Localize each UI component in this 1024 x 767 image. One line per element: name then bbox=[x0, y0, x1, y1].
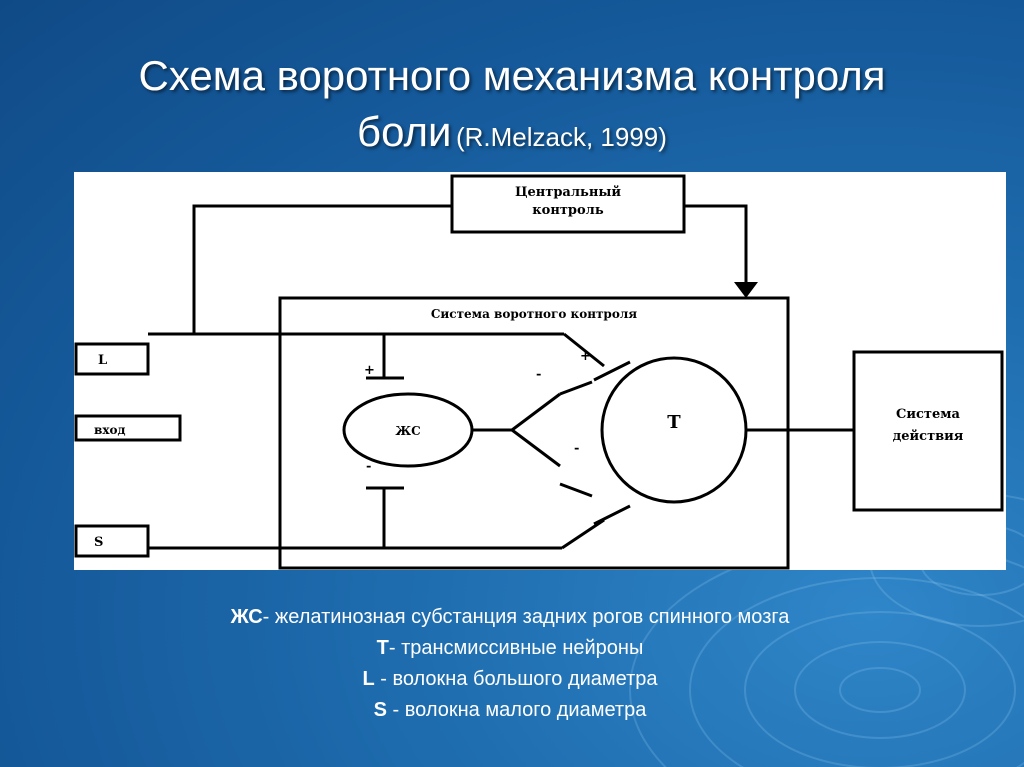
legend-abbr: ЖС bbox=[230, 606, 263, 628]
action-system-label-1: Система bbox=[896, 407, 960, 422]
input-box-vkhod bbox=[76, 416, 180, 440]
legend-text: - волокна большого диаметра bbox=[374, 668, 658, 690]
title-citation: (R.Melzack, 1999) bbox=[455, 122, 667, 152]
legend bbox=[110, 602, 910, 726]
input-l-label: L bbox=[98, 353, 108, 368]
legend-item-sg bbox=[110, 602, 910, 633]
gate-system-label: Система воротного контроля bbox=[430, 307, 638, 321]
sign-minus-bottom: - bbox=[574, 441, 580, 456]
sg-branch-bottom bbox=[512, 430, 560, 466]
legend-item-l bbox=[110, 664, 910, 695]
sign-minus-top: - bbox=[536, 367, 542, 382]
sign-plus-l: + bbox=[580, 349, 591, 364]
legend-abbr: Т bbox=[376, 637, 389, 659]
sg-label: ЖС bbox=[395, 424, 421, 438]
legend-item-t bbox=[110, 633, 910, 664]
diagram-svg bbox=[74, 172, 1006, 570]
sign-minus-sg: - bbox=[366, 459, 372, 474]
descending-control-line bbox=[684, 206, 746, 284]
t-label: Т bbox=[667, 412, 681, 433]
input-s-label: S bbox=[94, 535, 104, 550]
synapse-inhibit-bottom bbox=[560, 484, 592, 496]
title-line-2 bbox=[60, 104, 964, 170]
arrow-head-icon bbox=[734, 282, 758, 298]
sign-plus-sg: + bbox=[364, 363, 375, 378]
s-fiber-branch bbox=[562, 520, 604, 548]
title-line-1: Схема воротного механизма контроля bbox=[138, 52, 886, 99]
legend-text: - желатинозная субстанция задних рогов спинного мозга bbox=[262, 606, 790, 628]
input-vkhod-label: вход bbox=[94, 423, 126, 437]
central-control-label-2: контроль bbox=[532, 203, 604, 218]
synapse-inhibit-top bbox=[560, 382, 592, 394]
legend-text: - трансмиссивные нейроны bbox=[388, 637, 644, 659]
legend-abbr: S bbox=[373, 699, 387, 721]
legend-item-s bbox=[110, 695, 910, 726]
input-box-s bbox=[76, 526, 148, 556]
synapse-s-t bbox=[594, 506, 630, 524]
central-control-label-1: Центральный bbox=[514, 185, 622, 200]
input-box-l bbox=[76, 344, 148, 374]
gate-control-diagram bbox=[74, 172, 1006, 570]
sg-branch-top bbox=[512, 394, 560, 430]
feedback-line bbox=[194, 206, 452, 334]
legend-text: - волокна малого диаметра bbox=[386, 699, 647, 721]
title-word-pain: боли bbox=[357, 108, 452, 155]
gate-system-box bbox=[280, 298, 788, 568]
slide-title bbox=[60, 48, 964, 170]
legend-abbr: L bbox=[362, 668, 375, 690]
action-system-label-2: действия bbox=[892, 429, 964, 444]
